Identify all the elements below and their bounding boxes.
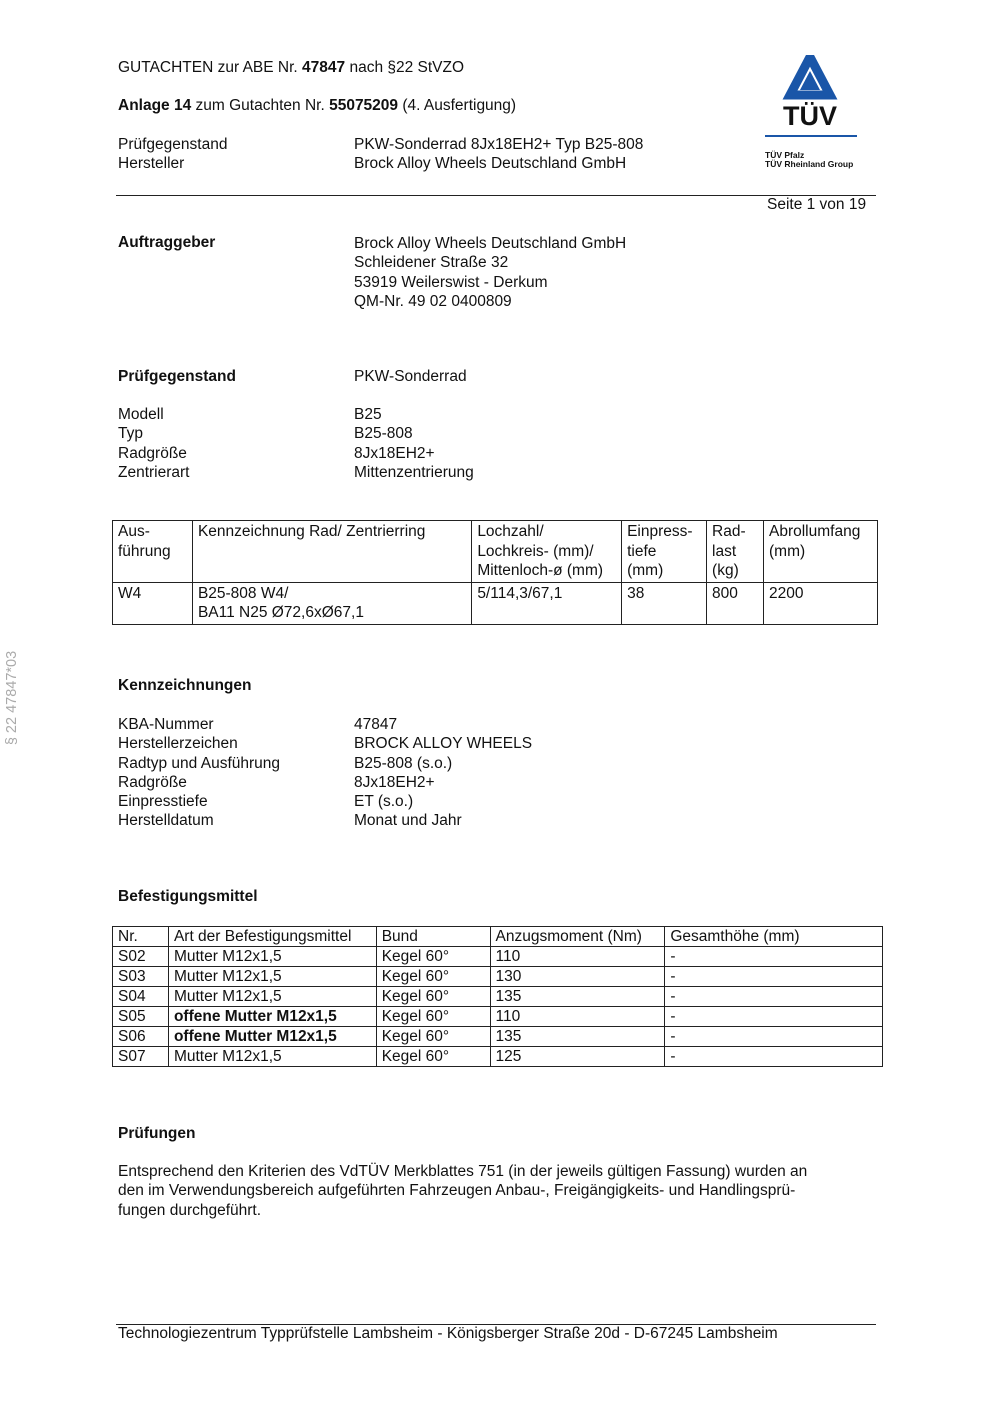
column-header: Kennzeichnung Rad/ Zentrierring (192, 521, 471, 583)
tuv-logo-caption-2: TÜV Rheinland Group (765, 159, 854, 169)
table-cell: B25-808 W4/ BA11 N25 Ø72,6xØ67,1 (192, 582, 471, 624)
table-cell: Kegel 60° (376, 1047, 490, 1067)
header-text: (4. Ausfertigung) (398, 97, 517, 114)
table-cell: S05 (113, 1007, 169, 1027)
column-header: Einpress- tiefe (mm) (622, 521, 707, 583)
table-cell: 2200 (764, 582, 878, 624)
table-cell: S06 (113, 1027, 169, 1047)
wheel-table-header-row (113, 521, 878, 583)
header-text: GUTACHTEN zur ABE Nr. (118, 59, 303, 76)
table-cell: Kegel 60° (376, 947, 490, 967)
table-cell: Kegel 60° (376, 987, 490, 1007)
anlage-label: Anlage 14 (118, 97, 192, 114)
spec-label: Modell (118, 406, 164, 423)
header-line-1 (118, 59, 464, 77)
table-cell: Mutter M12x1,5 (168, 947, 376, 967)
tuv-triangle-icon (760, 55, 860, 107)
spec-label: Zentrierart (118, 463, 190, 481)
header-value: PKW-Sonderrad 8Jx18EH2+ Typ B25-808 (354, 136, 644, 153)
pruefungen-title: Prüfungen (118, 1125, 196, 1142)
table-row (113, 1027, 883, 1047)
table-row (113, 947, 883, 967)
address-line: Schleidener Straße 32 (354, 254, 509, 272)
kennzeichnungen-labels (118, 715, 280, 831)
marking-label: Herstelldatum (118, 812, 214, 830)
table-cell: S04 (113, 987, 169, 1007)
header-values (354, 135, 643, 174)
page-number: Seite 1 von 19 (767, 196, 867, 213)
table-cell: W4 (113, 582, 193, 624)
table-cell: 135 (490, 1027, 665, 1047)
marking-value: Monat und Jahr (354, 812, 462, 830)
table-cell: S03 (113, 967, 169, 987)
tuv-logo-rule (765, 135, 857, 137)
spec-value: Mittenzentrierung (354, 463, 474, 481)
spec-label: Radgröße (118, 444, 187, 462)
table-cell: Kegel 60° (376, 1027, 490, 1047)
table-cell: offene Mutter M12x1,5 (168, 1007, 376, 1027)
tuv-logo-text: TÜV (783, 101, 837, 131)
column-header: Nr. (113, 927, 169, 947)
marking-value: 8Jx18EH2+ (354, 773, 435, 791)
table-cell: S02 (113, 947, 169, 967)
fastener-table (112, 926, 883, 1067)
column-header: Lochzahl/ Lochkreis- (mm)/ Mittenloch-ø (mm) (472, 521, 622, 583)
table-cell: 125 (490, 1047, 665, 1067)
header-divider (116, 195, 876, 196)
column-header: Gesamthöhe (mm) (665, 927, 883, 947)
spec-value: B25-808 (354, 425, 413, 443)
marking-value: 47847 (354, 716, 398, 733)
table-cell: Mutter M12x1,5 (168, 1047, 376, 1067)
column-header: Anzugsmoment (Nm) (490, 927, 665, 947)
marking-label: Herstellerzeichen (118, 735, 238, 753)
column-header: Bund (376, 927, 490, 947)
table-cell: 800 (707, 582, 764, 624)
marking-value: ET (s.o.) (354, 793, 414, 811)
table-cell: Mutter M12x1,5 (168, 967, 376, 987)
column-header: Art der Befestigungsmittel (168, 927, 376, 947)
table-cell: S07 (113, 1047, 169, 1067)
header-labels (118, 135, 227, 174)
column-header: Abrollumfang (mm) (764, 521, 878, 583)
header-text: nach §22 StVZO (345, 59, 465, 76)
paragraph-line: Entsprechend den Kriterien des VdTÜV Merkblattes 751 (in der jeweils gültigen Fassung) wurden an (118, 1163, 808, 1180)
spec-value: B25 (354, 406, 382, 423)
table-row (113, 1007, 883, 1027)
header-label: Hersteller (118, 155, 185, 173)
header-label: Prüfgegenstand (118, 136, 228, 153)
pruefgegenstand-value: PKW-Sonderrad (354, 368, 467, 385)
table-cell: 38 (622, 582, 707, 624)
table-cell: - (665, 1047, 883, 1067)
table-row (113, 967, 883, 987)
tuv-logo (760, 55, 860, 175)
marking-label: Einpresstiefe (118, 793, 208, 811)
pruefgegenstand-label: Prüfgegenstand (118, 368, 236, 385)
column-header: Rad- last (kg) (707, 521, 764, 583)
spec-label: Typ (118, 425, 143, 443)
tuv-logo-caption-1: TÜV Pfalz (765, 150, 805, 160)
side-margin-text: § 22 47847*03 (4, 650, 20, 746)
table-cell: - (665, 967, 883, 987)
header-text: zum Gutachten Nr. (191, 97, 330, 114)
table-row (113, 987, 883, 1007)
gutachten-number: 55075209 (329, 97, 399, 114)
footer-address: Technologiezentrum Typprüfstelle Lambsheim - Königsberger Straße 20d - D-67245 Lambsheim (118, 1325, 778, 1342)
table-row (113, 582, 878, 624)
marking-label: Radgröße (118, 773, 187, 791)
table-cell: 135 (490, 987, 665, 1007)
pruefgegenstand-values (354, 405, 474, 482)
table-cell: - (665, 1007, 883, 1027)
marking-value: BROCK ALLOY WHEELS (354, 735, 533, 753)
table-cell: 110 (490, 1007, 665, 1027)
table-cell: - (665, 1027, 883, 1047)
pruefgegenstand-labels (118, 405, 190, 482)
fastener-table-header-row (113, 927, 883, 947)
header-value: Brock Alloy Wheels Deutschland GmbH (354, 155, 627, 173)
kennzeichnungen-values (354, 715, 532, 831)
header-line-2 (118, 97, 516, 115)
table-cell: Mutter M12x1,5 (168, 987, 376, 1007)
marking-label: Radtyp und Ausführung (118, 754, 281, 772)
paragraph-line: den im Verwendungsbereich aufgeführten Fahrzeugen Anbau-, Freigängigkeits- und Handlingsprü- (118, 1182, 796, 1200)
address-line: QM-Nr. 49 02 0400809 (354, 292, 512, 310)
kennzeichnungen-title: Kennzeichnungen (118, 677, 252, 694)
table-cell: Kegel 60° (376, 967, 490, 987)
address-line: 53919 Weilerswist - Derkum (354, 273, 548, 291)
marking-value: B25-808 (s.o.) (354, 754, 453, 772)
table-cell: Kegel 60° (376, 1007, 490, 1027)
befestigung-title: Befestigungsmittel (118, 888, 258, 905)
marking-label: KBA-Nummer (118, 716, 214, 733)
abe-number: 47847 (302, 59, 346, 76)
table-cell: - (665, 947, 883, 967)
table-cell: 110 (490, 947, 665, 967)
auftraggeber-label: Auftraggeber (118, 234, 216, 251)
table-cell: 5/114,3/67,1 (472, 582, 622, 624)
table-cell: - (665, 987, 883, 1007)
table-row (113, 1047, 883, 1067)
table-cell: offene Mutter M12x1,5 (168, 1027, 376, 1047)
table-cell: 130 (490, 967, 665, 987)
auftraggeber-address (354, 234, 626, 311)
pruefungen-paragraph (118, 1162, 807, 1220)
column-header: Aus- führung (113, 521, 193, 583)
spec-value: 8Jx18EH2+ (354, 444, 435, 462)
address-line: Brock Alloy Wheels Deutschland GmbH (354, 235, 627, 252)
paragraph-line: fungen durchgeführt. (118, 1201, 262, 1219)
wheel-table (112, 520, 878, 625)
